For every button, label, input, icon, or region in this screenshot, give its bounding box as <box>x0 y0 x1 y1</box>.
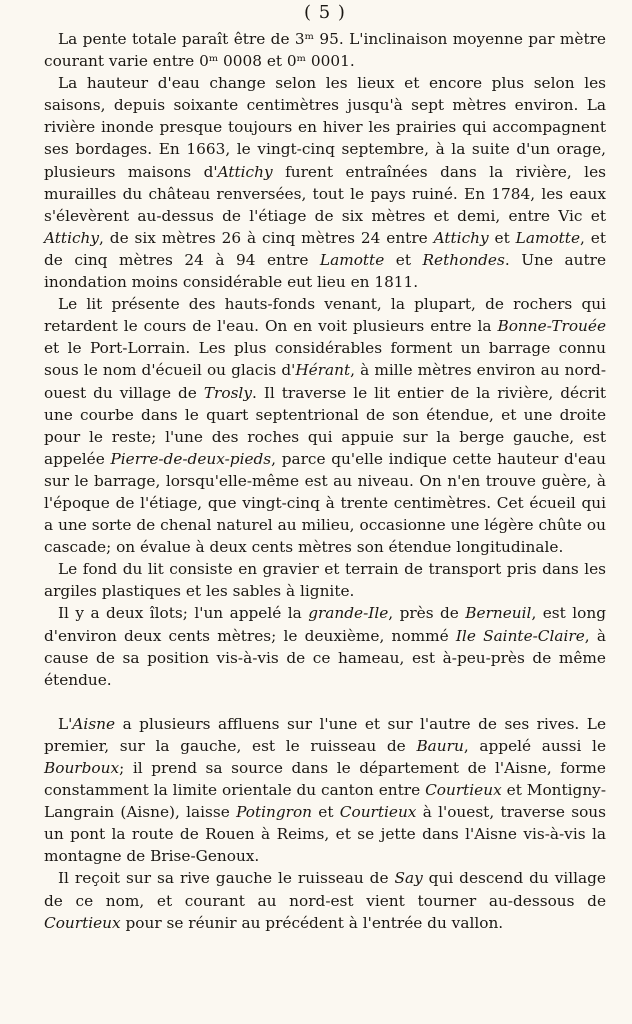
italic-run: Courtieux <box>339 803 417 822</box>
text-run: , à cause de sa position vis-à-vis de ce hameau, est à-peu-près de même étendue. <box>44 626 606 689</box>
text-run: . Une autre inondation moins considérable eut lieu en 1811. <box>44 250 606 292</box>
italic-run: Say <box>394 869 423 888</box>
italic-run: Pierre-de-deux-pieds <box>110 449 272 468</box>
text-run: Le fond du lit consiste en gravier et terrain de transport pris dans les argiles plastiques et les sables à lignite. <box>44 560 606 601</box>
italic-run: Attichy <box>217 162 273 181</box>
italic-run: Berneuil <box>465 604 532 623</box>
italic-run: Bonne-Trouée <box>497 317 606 336</box>
text-run: Il y a deux îlots; l'un appelé la <box>58 604 309 623</box>
text-run: La hauteur d'eau change selon les lieux et encore plus selon les saisons, depuis soixante centimètres jusqu'à sept mètres environ. La rivière inonde presque toujours en hiver les prairies qui accompagnent ses bordages. En 1663, le vingt-cinq septembre, à la suite d'un orage, plusieurs maisons d' <box>44 74 606 181</box>
text-run: qui descend du village de ce nom, et courant au nord-est vient tourner au-dessous de <box>44 869 606 910</box>
italic-run: Lamotte <box>515 228 581 247</box>
text-run: , parce qu'elle indique cette hauteur d'eau sur le barrage, lorsqu'elle-même est au niveau. On n'en trouve guère, à l'époque de l'étiage, que vingt-cinq à trente centimètres. Cet écueil qui a une sorte de chenal naturel au milieu, occasionne une légère chûte ou cascade; on évalue à deux cents mètres son étendue longitudinale. <box>44 449 607 557</box>
text-run: Il reçoit sur sa rive gauche le ruisseau de <box>58 869 395 888</box>
text-run: , de six mètres 26 à cinq mètres 24 entre <box>99 228 434 247</box>
italic-run: Courtieux <box>44 913 121 932</box>
text-run: , à mille mètres environ au nord-ouest du village de <box>44 361 606 402</box>
italic-run: Potingron <box>236 803 313 822</box>
paragraph <box>44 713 606 868</box>
italic-run: Hérant <box>295 361 351 380</box>
text-run: et Montigny-Langrain (Aisne), laisse <box>44 781 606 822</box>
italic-run: Attichy <box>44 228 100 247</box>
page-number: ( 5 ) <box>304 2 346 23</box>
italic-run: Bourboux <box>44 759 120 777</box>
italic-run: Lamotte <box>319 250 385 269</box>
text-run: à l'ouest, traverse sous un pont la route de Rouen à Reims, et se jette dans l'Aisne vis-à-vis la montagne de Brise-Genoux. <box>44 803 606 866</box>
text-run: et le Port-Lorrain. Les plus considérables forment un barrage connu sous le nom d'écueil ou glacis d' <box>44 339 606 380</box>
italic-run: Courtieux <box>425 781 502 800</box>
italic-run: Rethondes <box>422 250 505 269</box>
text-run: et <box>384 250 423 269</box>
text-run: et <box>488 228 516 247</box>
text-run: pour se réunir au précédent à l'entrée du vallon. <box>120 913 504 932</box>
italic-run: Bauru <box>416 736 464 755</box>
paragraph <box>44 558 606 602</box>
body-text <box>44 28 606 934</box>
text-run: ; il prend sa source dans le département de l'Aisne, forme constamment la limite orientale du canton entre <box>44 759 606 800</box>
text-run: furent entraînées dans la rivière, les murailles du château renversées, tout le pays ruiné. En 1784, les eaux s'élevèrent au-dessus de l'étiage de six mètres et demi, entre Vic et <box>44 162 606 225</box>
text-run: , est long d'environ deux cents mètres; le deuxième, nommé <box>44 604 606 645</box>
text-run: , appelé aussi le <box>463 736 606 755</box>
paragraph <box>44 867 606 933</box>
text-run: L' <box>58 714 73 733</box>
italic-run: Ile Sainte-Claire <box>455 626 585 645</box>
paragraph <box>44 72 606 293</box>
italic-run: grande-Ile <box>308 604 389 623</box>
italic-run: Aisne <box>72 714 116 733</box>
text-run: a plusieurs affluens sur l'une et sur l'autre de ses rives. Le premier, sur la gauche, est le ruisseau de <box>44 714 606 755</box>
italic-run: Trosly <box>203 383 252 402</box>
paragraph <box>44 602 606 690</box>
text-run: , près de <box>388 604 466 623</box>
text-run: , et de cinq mètres 24 à 94 entre <box>44 228 606 269</box>
paragraph <box>44 293 606 558</box>
text-run: . Il traverse le lit entier de la rivière, décrit une courbe dans le quart septentrional de son étendue, et une droite pour le reste; l'une des roches qui appuie sur la berge gauche, est appelée <box>44 383 606 468</box>
text-run: et <box>312 803 340 822</box>
text-run: La pente totale paraît être de 3ᵐ 95. L'inclinaison moyenne par mètre courant varie entre 0ᵐ 0008 et 0ᵐ 0001. <box>44 30 606 71</box>
italic-run: Attichy <box>433 228 489 247</box>
paragraph <box>44 28 606 72</box>
text-run: Le lit présente des hauts-fonds venant, la plupart, de rochers qui retardent le cours de l'eau. On en voit plusieurs entre la <box>44 295 606 336</box>
